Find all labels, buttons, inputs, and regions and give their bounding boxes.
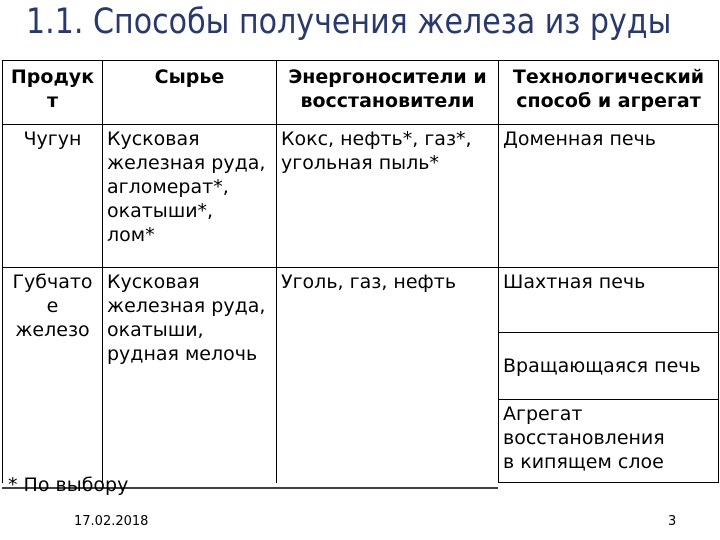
table-row bbox=[3, 125, 719, 268]
cell-process: Доменная печь bbox=[499, 125, 719, 268]
header-raw: Сырье bbox=[103, 61, 277, 125]
cell-process: Шахтная печь bbox=[499, 268, 719, 333]
table-header-row bbox=[3, 61, 719, 125]
cell-raw: Кусковая железная руда, агломерат*, окатыши*, лом* bbox=[103, 125, 277, 268]
methods-table bbox=[2, 60, 719, 483]
page-number: 3 bbox=[668, 514, 677, 529]
cell-process: Агрегат восстановления в кипящем слое bbox=[499, 400, 719, 483]
header-process: Технологический способ и агрегат bbox=[499, 61, 719, 125]
cell-raw: Кусковая железная руда, окатыши, рудная мелочь bbox=[103, 268, 277, 483]
header-product: Продук т bbox=[3, 61, 103, 125]
table-row bbox=[3, 268, 719, 333]
cell-energy: Уголь, газ, нефть bbox=[277, 268, 499, 483]
cell-process: Вращающаяся печь bbox=[499, 333, 719, 400]
cell-product: Чугун bbox=[3, 125, 103, 268]
cell-energy: Кокс, нефть*, газ*, угольная пыль* bbox=[277, 125, 499, 268]
slide-title: 1.1. Способы получения железа из руды bbox=[26, 2, 672, 42]
footnote: * По выбору bbox=[8, 474, 129, 496]
slide-date: 17.02.2018 bbox=[74, 514, 149, 529]
header-energy: Энергоносители и восстановители bbox=[277, 61, 499, 125]
cell-product: Губчато е железо bbox=[3, 268, 103, 483]
